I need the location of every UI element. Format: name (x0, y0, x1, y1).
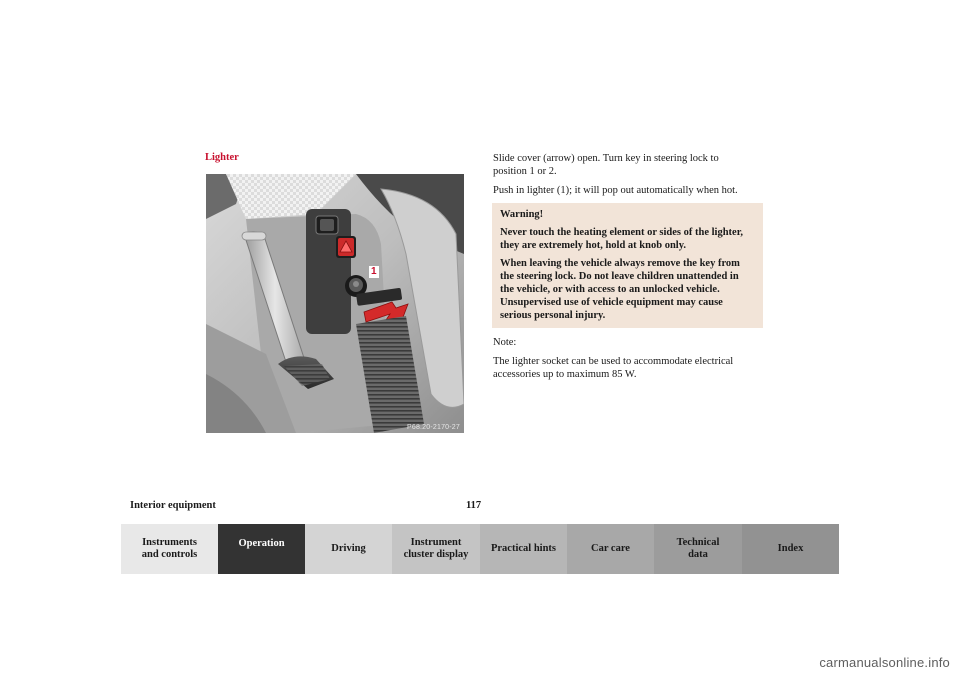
note-text: The lighter socket can be used to accommodate electrical accessories up to maximum 85 W. (493, 356, 734, 380)
center-console-illustration (206, 174, 464, 433)
nav-tab-index[interactable]: Index (742, 524, 839, 574)
warning-box (492, 203, 763, 328)
photo-code: P68.20-2170-27 (406, 424, 460, 431)
warning-text-1: Never touch the heating element or sides of the lighter, they are extremely hot, hold at knob only. (500, 227, 744, 251)
warning-title: Warning! (500, 209, 544, 220)
section-title: Lighter (205, 152, 239, 163)
nav-tab-operation[interactable]: Operation (218, 524, 305, 574)
note-label: Note: (493, 337, 517, 348)
nav-tab-instruments-and-controls[interactable]: Instruments and controls (121, 524, 218, 574)
warning-text-2: When leaving the vehicle always remove the key from the steering lock. Do not leave children unattended in the vehicle, or with access to an unlocked vehicle. Unsupervised use of vehicle equipment may cause serious personal injury. (500, 258, 740, 321)
content-column (493, 152, 755, 387)
callout-label-1: 1 (371, 266, 377, 277)
nav-tab-driving[interactable]: Driving (305, 524, 392, 574)
instruction-paragraph-1: Slide cover (arrow) open. Turn key in steering lock to position 1 or 2. (493, 153, 719, 177)
nav-tab-technical-data[interactable]: Technical data (654, 524, 742, 574)
watermark: carmanualsonline.info (819, 655, 950, 670)
page-number: 117 (466, 500, 482, 511)
nav-tab-car-care[interactable]: Car care (567, 524, 654, 574)
nav-tab-instrument-cluster-display[interactable]: Instrument cluster display (392, 524, 480, 574)
instruction-paragraph-2: Push in lighter (1); it will pop out automatically when hot. (493, 185, 738, 196)
nav-tab-practical-hints[interactable]: Practical hints (480, 524, 567, 574)
lighter-photo (206, 174, 464, 433)
chapter-nav-bar (121, 524, 839, 574)
footer-section-name: Interior equipment (130, 500, 216, 511)
